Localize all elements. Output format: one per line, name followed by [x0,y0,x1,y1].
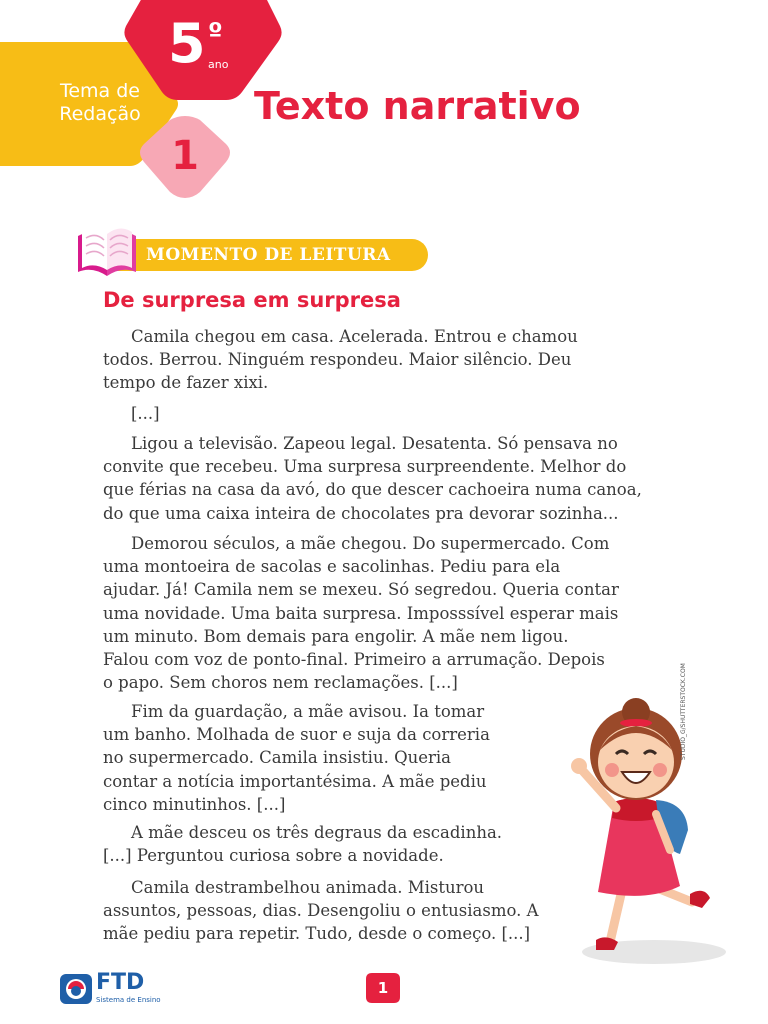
story-line: assuntos, pessoas, dias. Desengoliu o entusiasmo. A [103,901,539,921]
story-line: ajudar. Já! Camila nem se mexeu. Só segredou. Queria contar [103,580,619,600]
page-title: Texto narrativo [254,84,581,128]
tema-label-line2: Redação [59,103,141,125]
story-line: Camila chegou em casa. Acelerada. Entrou e chamou [131,327,578,346]
story-line: [...] [131,404,160,423]
theme-number: 1 [171,133,199,179]
story-line: todos. Berrou. Ninguém respondeu. Maior silêncio. Deu [103,350,572,370]
story-line: mãe pediu para repetir. Tudo, desde o começo. [...] [103,924,531,944]
ftd-logo-subtext: Sistema de Ensino [96,996,161,1004]
story-line: cinco minutinhos. [...] [103,794,286,814]
open-book-icon [74,222,140,280]
story-paragraph [103,402,160,425]
image-credit: STUDIO_G/SHUTTERSTOCK.COM [680,663,687,760]
grade-ordinal: º [208,18,223,48]
story-line: no supermercado. Camila insistiu. Queria [103,748,451,768]
story-line: o papo. Sem choros nem reclamações. [...] [103,673,458,693]
story-line: A mãe desceu os três degraus da escadinha. [131,823,503,842]
story-line: uma montoeira de sacolas e sacolinhas. Pediu para ela [103,557,561,577]
story-line: contar a notícia importantésima. A mãe pediu [103,771,487,791]
section-label: MOMENTO DE LEITURA [146,245,391,265]
story-line: Ligou a televisão. Zapeou legal. Desatenta. Só pensava no [131,434,618,453]
story-line: Camila destrambelhou animada. Misturou [131,878,485,897]
story-line: que férias na casa da avó, do que descer cachoeira numa canoa, [103,480,642,500]
story-line: [...] Perguntou curiosa sobre a novidade. [103,846,444,866]
story-line: Demorou séculos, a mãe chegou. Do supermercado. Com [131,534,610,553]
story-line: um banho. Molhada de suor e suja da correria [103,725,490,745]
story-paragraph [103,821,502,867]
page-number: 1 [377,979,389,997]
grade-number: 5 [168,12,206,75]
story-paragraph [103,532,619,694]
ftd-logo-text: FTD [96,970,145,995]
girl-waving-illustration [552,690,742,980]
story-line: convite que recebeu. Uma surpresa surpreendente. Melhor do [103,457,627,477]
tema-label-line1: Tema de [59,80,140,102]
story-paragraph [103,325,578,395]
story-paragraph [103,700,490,816]
story-line: Fim da guardação, a mãe avisou. Ia tomar [131,702,485,721]
story-title: De surpresa em surpresa [103,288,401,312]
story-line: uma novidade. Uma baita surpresa. Imposssível esperar mais [103,603,619,623]
story-line: tempo de fazer xixi. [103,373,269,393]
story-paragraph [103,876,539,946]
story-line: um minuto. Bom demais para engolir. A mãe nem ligou. [103,626,569,646]
grade-unit: ano [208,58,229,71]
story-line: do que uma caixa inteira de chocolates pra devorar sozinha... [103,503,619,523]
story-paragraph [103,432,642,525]
story-line: Falou com voz de ponto-final. Primeiro a arrumação. Depois [103,650,605,670]
